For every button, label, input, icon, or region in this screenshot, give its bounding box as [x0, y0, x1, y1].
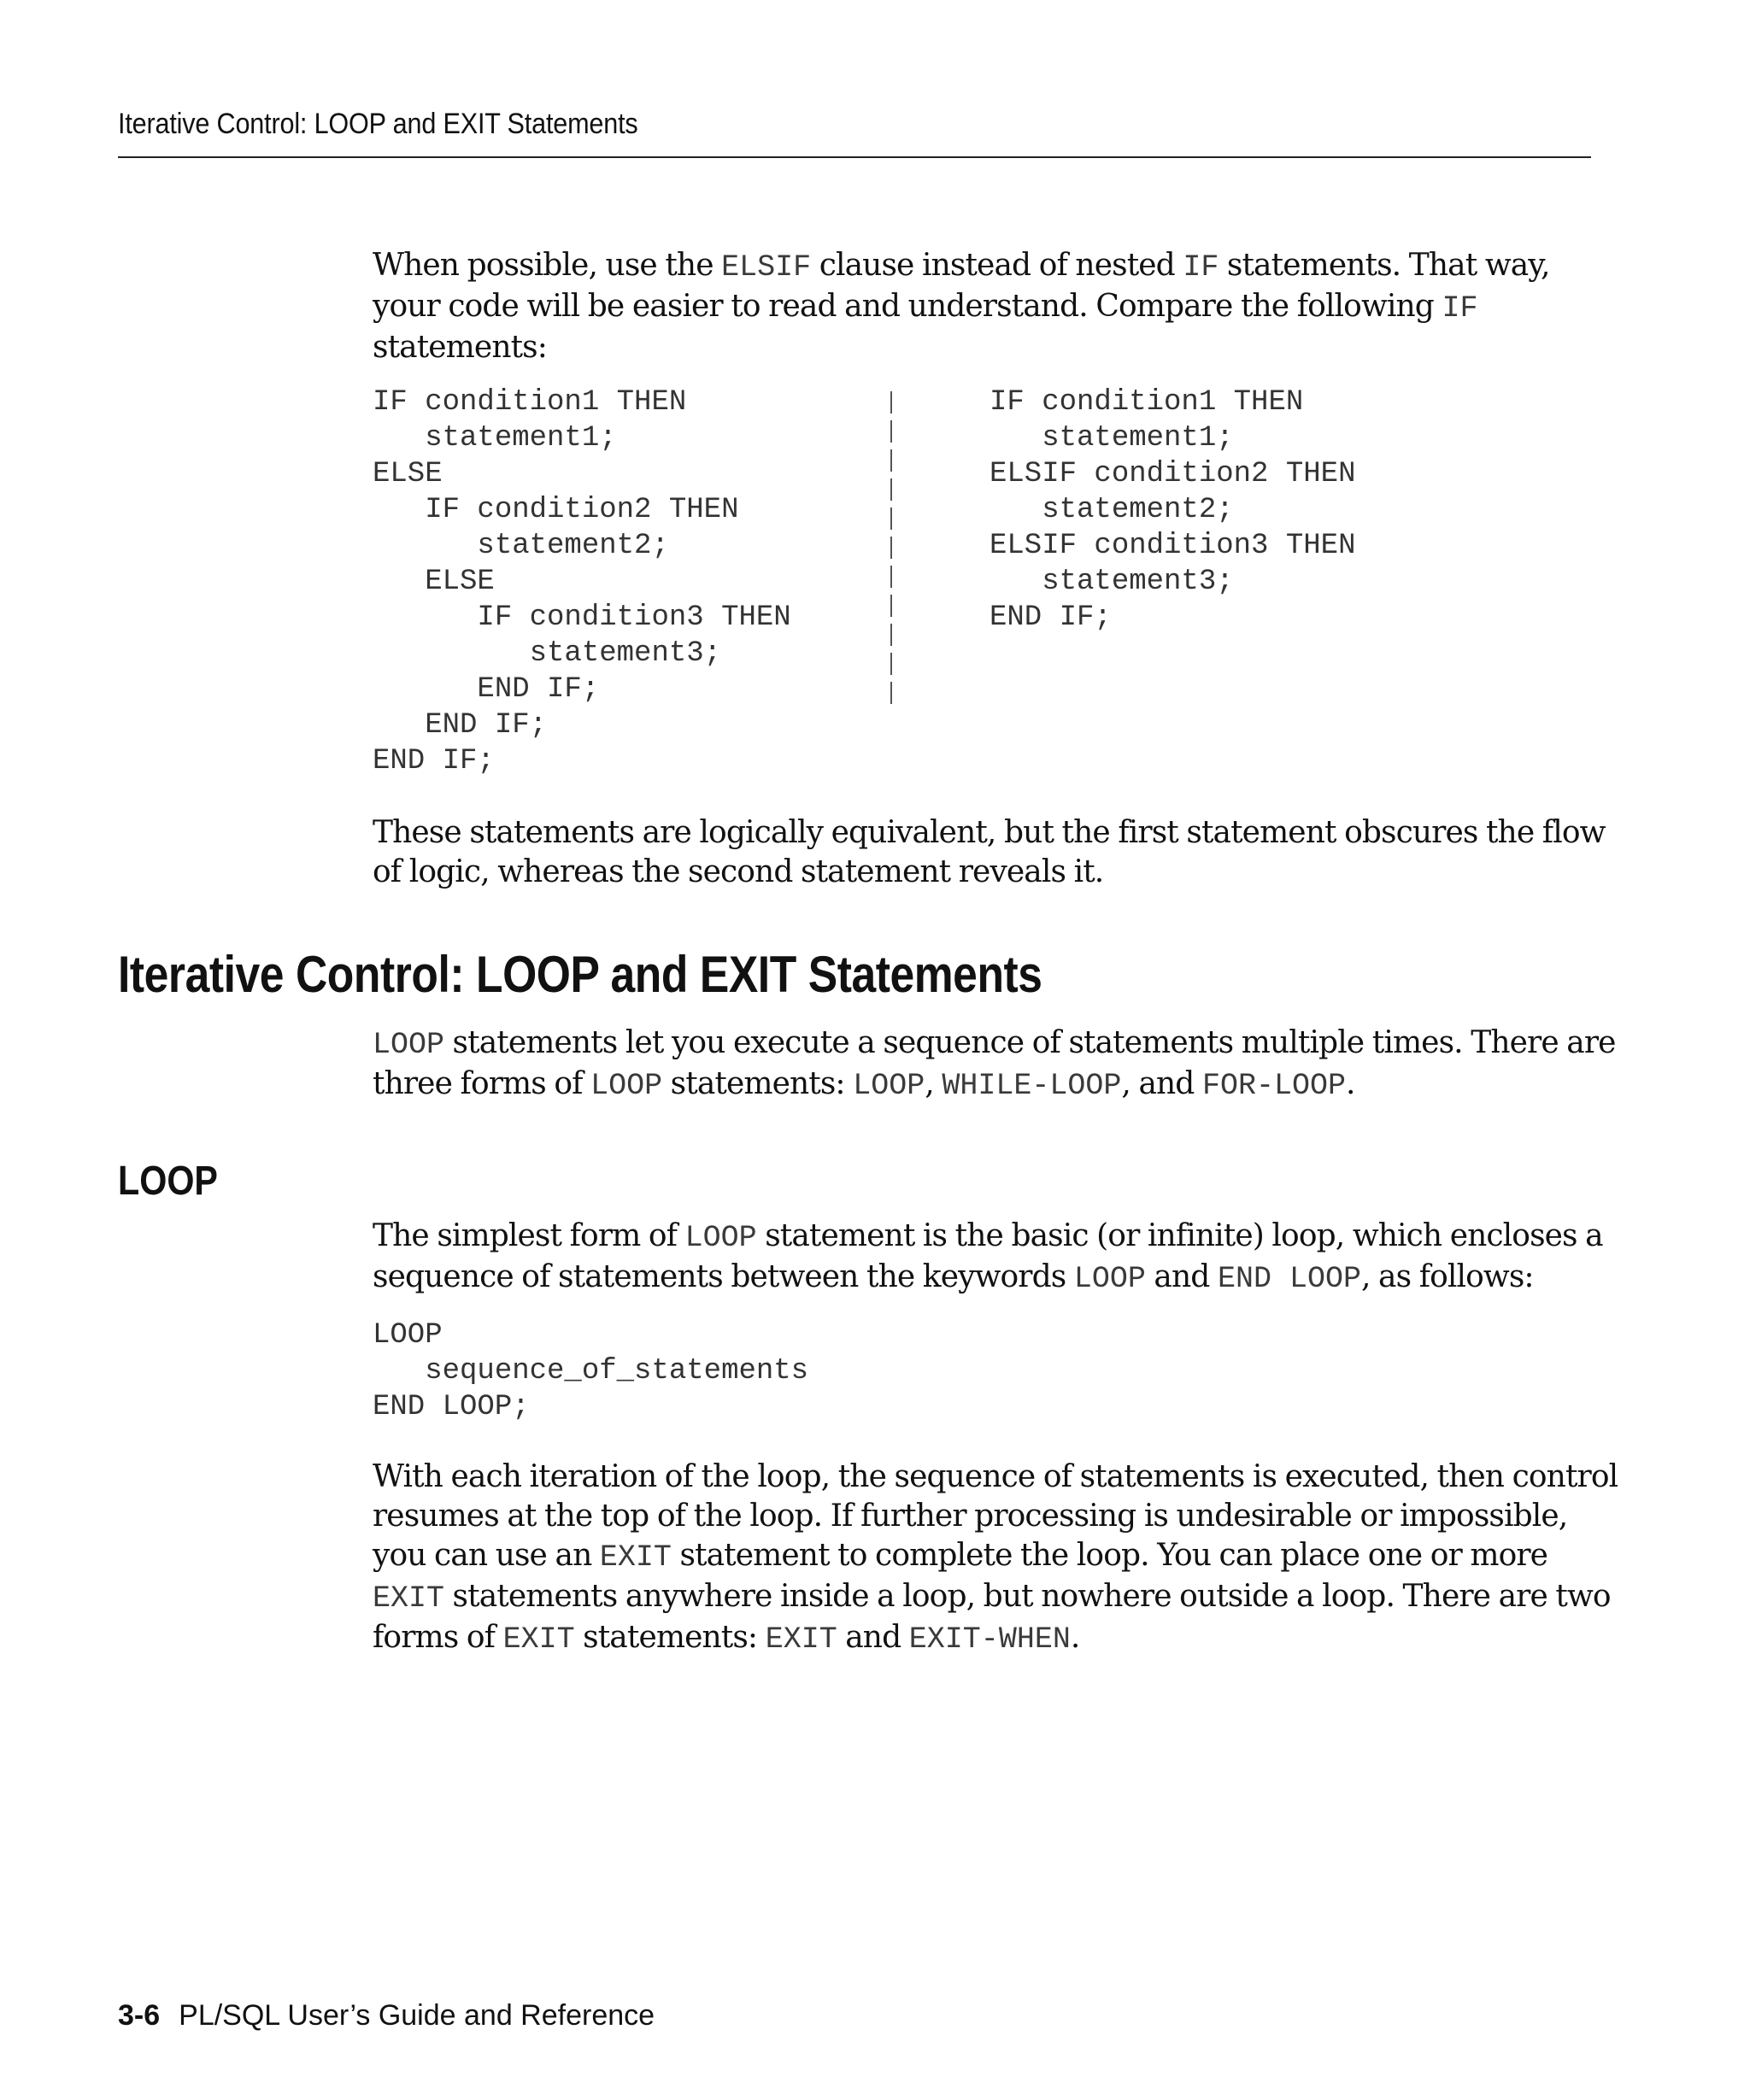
text-run: and [1145, 1259, 1218, 1294]
paragraph-line [373, 1536, 1603, 1577]
code-line: statement1; [990, 422, 1234, 455]
separator-mark [890, 420, 892, 443]
code-line: IF condition1 THEN [990, 386, 1304, 419]
code-line: IF condition2 THEN [373, 494, 739, 526]
text-run: you can use an [373, 1538, 600, 1573]
text-run: When possible, use the [373, 248, 722, 283]
loop-paragraph-1 [373, 1217, 1603, 1299]
subsection-heading: LOOP [118, 1159, 218, 1204]
code-exit: EXIT [502, 1622, 575, 1657]
paragraph-line [373, 1024, 1616, 1065]
code-elsif-chain [990, 384, 1355, 636]
code-line: ELSIF condition2 THEN [990, 458, 1356, 490]
text-run: , and [1121, 1066, 1202, 1101]
paragraph-line [373, 1217, 1603, 1258]
paragraph-line [373, 1618, 1603, 1659]
code-line: ELSE [373, 458, 443, 490]
code-elsif: ELSIF [721, 250, 812, 284]
equivalence-paragraph [373, 813, 1606, 892]
paragraph-line: resumes at the top of the loop. If further processing is undesirable or impossible, [373, 1499, 1568, 1534]
code-line: statement3; [990, 566, 1234, 598]
code-line: statement2; [373, 530, 669, 562]
separator-mark [890, 682, 892, 704]
code-line: END LOOP; [373, 1391, 530, 1423]
intro-paragraph [373, 246, 1603, 367]
separator-mark [890, 507, 892, 530]
separator-mark [890, 624, 892, 646]
paragraph-line: of logic, whereas the second statement reveals it. [373, 854, 1104, 889]
code-nested-if [373, 384, 791, 779]
text-run: three forms of [373, 1066, 591, 1101]
code-loop: LOOP [1073, 1262, 1146, 1296]
code-line: END IF; [373, 745, 495, 777]
text-run: The simplest form of [373, 1218, 685, 1253]
separator-mark [890, 566, 892, 588]
paragraph-line [373, 1258, 1603, 1299]
text-run: , as follows: [1360, 1259, 1534, 1294]
code-loop: LOOP [853, 1069, 925, 1103]
section-intro-paragraph [373, 1024, 1616, 1106]
code-column-separator [885, 384, 892, 711]
text-run: , [925, 1066, 943, 1101]
paragraph-line [373, 1577, 1611, 1618]
separator-mark [890, 653, 892, 675]
text-run: clause instead of nested [811, 248, 1183, 283]
loop-paragraph-2 [373, 1458, 1618, 1659]
separator-mark [890, 478, 892, 501]
intro-line-1 [373, 246, 1603, 287]
text-run: statements anywhere inside a loop, but nowhere outside a loop. There are two [444, 1579, 1611, 1614]
code-line: END IF; [373, 673, 600, 706]
paragraph-line: With each iteration of the loop, the sequence of statements is executed, then control [373, 1459, 1618, 1494]
code-if: IF [1442, 291, 1478, 326]
text-run: forms of [373, 1620, 503, 1655]
code-line: IF condition3 THEN [373, 601, 791, 634]
text-run: statements: [574, 1620, 766, 1655]
header-rule [118, 156, 1591, 158]
code-line: statement1; [373, 422, 617, 455]
code-line: ELSE [373, 566, 495, 598]
code-line: statement2; [990, 494, 1234, 526]
intro-line-3: statements: [373, 330, 547, 365]
code-basic-loop [373, 1317, 808, 1425]
code-for-loop: FOR-LOOP [1201, 1069, 1347, 1103]
code-loop: LOOP [684, 1221, 757, 1255]
running-header: Iterative Control: LOOP and EXIT Statements [118, 108, 638, 140]
code-exit-when: EXIT-WHEN [908, 1622, 1071, 1657]
text-run: . [1070, 1620, 1080, 1655]
paragraph-line: These statements are logically equivalent, but the first statement obscures the flow [373, 815, 1606, 850]
separator-mark [890, 595, 892, 617]
code-exit: EXIT [599, 1540, 672, 1575]
text-run: statements let you execute a sequence of statements multiple times. There are [444, 1025, 1616, 1060]
code-exit: EXIT [373, 1581, 445, 1616]
paragraph-line [373, 1065, 1603, 1106]
page-number: 3-6 [118, 1999, 161, 2032]
code-loop: LOOP [373, 1028, 445, 1062]
code-exit: EXIT [765, 1622, 837, 1657]
code-end-loop: END LOOP [1217, 1262, 1361, 1296]
text-run: statements: [662, 1066, 854, 1101]
code-while-loop: WHILE-LOOP [942, 1069, 1122, 1103]
intro-line-2 [373, 287, 1603, 328]
text-run: statements. That way, [1219, 248, 1550, 283]
separator-mark [890, 449, 892, 472]
text-run: statement to complete the loop. You can place one or more [671, 1538, 1548, 1573]
book-title: PL/SQL User’s Guide and Reference [179, 1999, 655, 2032]
page-footer [118, 1999, 655, 2033]
text-run: . [1346, 1066, 1355, 1101]
separator-mark [890, 537, 892, 559]
section-heading: Iterative Control: LOOP and EXIT Statements [118, 946, 1042, 1003]
text-run: sequence of statements between the keywords [373, 1259, 1074, 1294]
code-line: sequence_of_statements [373, 1355, 809, 1387]
text-run: and [837, 1620, 909, 1655]
text-run: your code will be easier to read and understand. Compare the following [373, 289, 1442, 324]
text-run: statement is the basic (or infinite) loop, which encloses a [756, 1218, 1603, 1253]
code-line: IF condition1 THEN [373, 386, 687, 419]
code-line: ELSIF condition3 THEN [990, 530, 1356, 562]
separator-mark [890, 391, 892, 414]
code-line: LOOP [373, 1319, 443, 1352]
code-loop: LOOP [590, 1069, 663, 1103]
code-line: statement3; [373, 637, 722, 670]
code-line: END IF; [990, 601, 1112, 634]
code-if: IF [1183, 250, 1219, 284]
code-line: END IF; [373, 709, 548, 742]
